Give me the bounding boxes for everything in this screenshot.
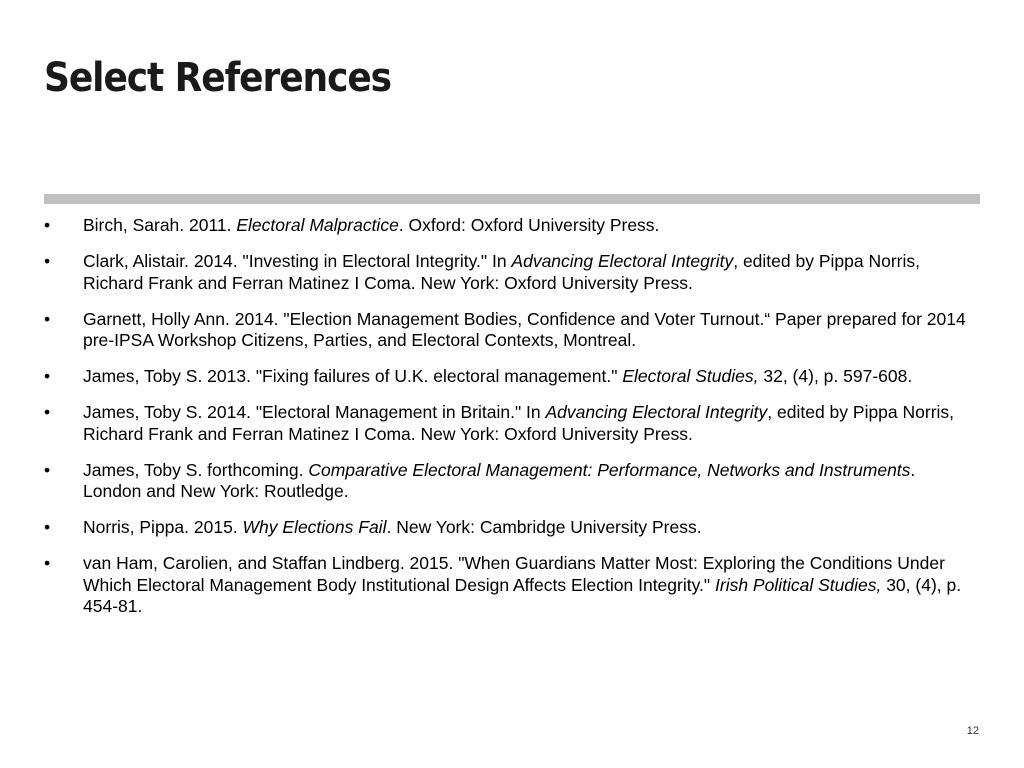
reference-text bbox=[83, 553, 961, 616]
bullet-marker: • bbox=[44, 402, 51, 422]
reference-text bbox=[83, 251, 920, 293]
reference-list bbox=[44, 215, 974, 632]
reference-item bbox=[44, 215, 974, 237]
reference-text bbox=[83, 402, 954, 444]
reference-text bbox=[83, 309, 966, 351]
reference-text-segment: . New York: Cambridge University Press. bbox=[386, 517, 702, 537]
bullet-marker: • bbox=[44, 517, 51, 537]
page-number: 12 bbox=[966, 725, 979, 737]
reference-item bbox=[44, 309, 974, 352]
reference-text-segment: Garnett, Holly Ann. 2014. "Election Management Bodies, Confidence and Voter Turnout.“ Paper prepared for 2014 pre-IPSA Workshop Citizens, Parties, and Electoral Contexts, Montreal. bbox=[83, 308, 966, 350]
reference-text-segment: , edited by Pippa Norris, Richard Frank and Ferran Matinez I Coma. New York: Oxford University Press. bbox=[83, 402, 955, 444]
reference-title-italic: Advancing Electoral Integrity bbox=[511, 251, 734, 271]
reference-text-segment: 32, (4), p. 597-608. bbox=[758, 366, 913, 386]
reference-title-italic: Advancing Electoral Integrity bbox=[545, 402, 768, 422]
bullet-marker: • bbox=[44, 553, 51, 573]
reference-item bbox=[44, 553, 974, 618]
reference-title-italic: Why Elections Fail bbox=[242, 517, 387, 537]
reference-item bbox=[44, 366, 974, 388]
slide-title: Select References bbox=[44, 55, 392, 101]
reference-title-italic: Irish Political Studies, bbox=[715, 574, 882, 595]
bullet-marker: • bbox=[44, 366, 51, 386]
reference-text-segment: . London and New York: Routledge. bbox=[83, 459, 916, 501]
reference-item bbox=[44, 460, 974, 503]
reference-text-segment: James, Toby S. forthcoming. bbox=[83, 459, 309, 480]
reference-item bbox=[44, 517, 974, 539]
reference-title-italic: Comparative Electoral Management: Performance, Networks and Instruments bbox=[308, 459, 911, 480]
bullet-marker: • bbox=[44, 459, 51, 480]
reference-text-segment: Clark, Alistair. 2014. "Investing in Electoral Integrity." In bbox=[83, 251, 512, 271]
reference-title-italic: Electoral Studies, bbox=[622, 366, 759, 386]
reference-text bbox=[83, 215, 659, 235]
reference-item bbox=[44, 251, 974, 294]
reference-text-segment: Norris, Pippa. 2015. bbox=[83, 517, 243, 537]
bullet-marker: • bbox=[44, 215, 51, 235]
reference-text-segment: , edited by Pippa Norris, Richard Frank and Ferran Matinez I Coma. New York: Oxford University Press. bbox=[83, 251, 920, 293]
reference-text bbox=[83, 366, 912, 386]
reference-item bbox=[44, 402, 974, 445]
reference-text-segment: Birch, Sarah. 2011. bbox=[83, 215, 237, 235]
reference-text bbox=[83, 460, 915, 502]
reference-text-segment: van Ham, Carolien, and Staffan Lindberg. 2015. "When Guardians Matter Most: Exploring the Conditions Under Which Electoral Management Body Institutional Design Affects Election Integrity." bbox=[83, 553, 945, 595]
bullet-marker: • bbox=[44, 251, 51, 271]
reference-title-italic: Electoral Malpractice bbox=[236, 215, 399, 235]
reference-text-segment: . Oxford: Oxford University Press. bbox=[398, 215, 660, 235]
title-divider bbox=[44, 194, 980, 204]
bullet-marker: • bbox=[44, 308, 51, 329]
reference-text-segment: James, Toby S. 2014. "Electoral Management in Britain." In bbox=[83, 402, 546, 422]
reference-text-segment: 30, (4), p. 454-81. bbox=[83, 574, 962, 616]
reference-text bbox=[83, 517, 702, 537]
reference-text-segment: James, Toby S. 2013. "Fixing failures of U.K. electoral management." bbox=[83, 366, 623, 386]
